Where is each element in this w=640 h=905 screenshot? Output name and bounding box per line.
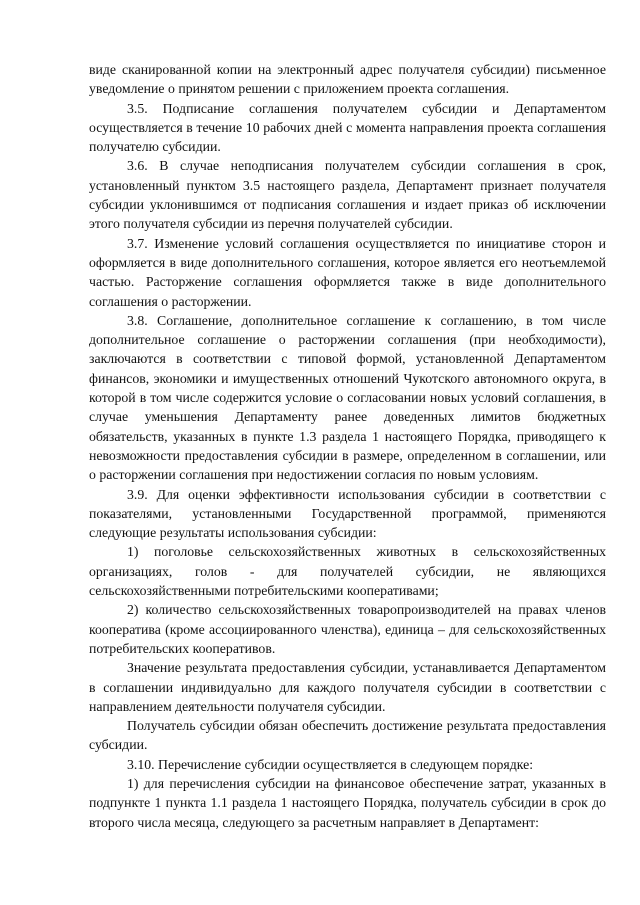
paragraph-3-10-item-1: 1) для перечисления субсидии на финансовое обеспечение затрат, указанных в подпункте 1 пункта 1.1 раздела 1 настоящего Порядка, получатель субсидии в срок до второго числа месяца, следующего за расчетным направляет в Департамент: (89, 775, 606, 830)
paragraph-intro-continuation: виде сканированной копии на электронный адрес получателя субсидии) письменное уведомление о принятом решении с приложением проекта соглашения. (89, 62, 606, 97)
paragraph-3-7: 3.7. Изменение условий соглашения осуществляется по инициативе сторон и оформляется в виде дополнительного соглашения, которое является его неотъемлемой частью. Расторжение соглашения оформляется также в виде дополнительного соглашения о расторжении. (89, 235, 606, 309)
paragraph-recipient-obligation: Получатель субсидии обязан обеспечить достижение результата предоставления субсидии. (89, 718, 606, 753)
paragraph-3-9-item-1: 1) поголовье сельскохозяйственных животных в сельскохозяйственных организациях, голов - для получателей субсидии, не являющихся сельскохозяйственными потребительскими кооперативами; (89, 544, 606, 599)
paragraph-3-9: 3.9. Для оценки эффективности использования субсидии в соответствии с показателями, установленными Государственной программой, применяются следующие результаты использования субсидии: (89, 486, 606, 541)
paragraph-result-value: Значение результата предоставления субсидии, устанавливается Департаментом в соглашении индивидуально для каждого получателя субсидии в соответствии с направлением деятельности получателя субсидии. (89, 660, 606, 714)
paragraph-3-5: 3.5. Подписание соглашения получателем субсидии и Департаментом осуществляется в течение 10 рабочих дней с момента направления проекта соглашения получателю субсидии. (89, 100, 606, 155)
paragraph-3-8: 3.8. Соглашение, дополнительное соглашение к соглашению, в том числе дополнительное соглашение о расторжении соглашения (при необходимости), заключаются в соответствии с типовой формой, установленной Департаментом финансов, экономики и имущественных отношений Чукотского автономного округа, в которой в том числе содержится условие о согласовании новых условий соглашения, в случае уменьшения Департаменту ранее доведенных лимитов бюджетных обязательств, указанных в пункте 1.3 раздела 1 настоящего Порядка, приводящего к невозможности предоставления субсидии в размере, определенном в соглашении, или о расторжении соглашения при недостижении согласия по новым условиям. (89, 312, 606, 483)
paragraph-3-9-item-2: 2) количество сельскохозяйственных товаропроизводителей на правах членов кооператива (кроме ассоциированного членства), единица – для сельскохозяйственных потребительских кооперативов. (89, 602, 606, 656)
paragraph-3-10: 3.10. Перечисление субсидии осуществляется в следующем порядке: (127, 756, 534, 772)
paragraph-3-6: 3.6. В случае неподписания получателем субсидии соглашения в срок, установленный пунктом 3.5 настоящего раздела, Департамент признает получателя субсидии уклонившимся от подписания соглашения и издает приказ об исключении этого получателя субсидии из перечня получателей субсидии. (89, 158, 606, 232)
